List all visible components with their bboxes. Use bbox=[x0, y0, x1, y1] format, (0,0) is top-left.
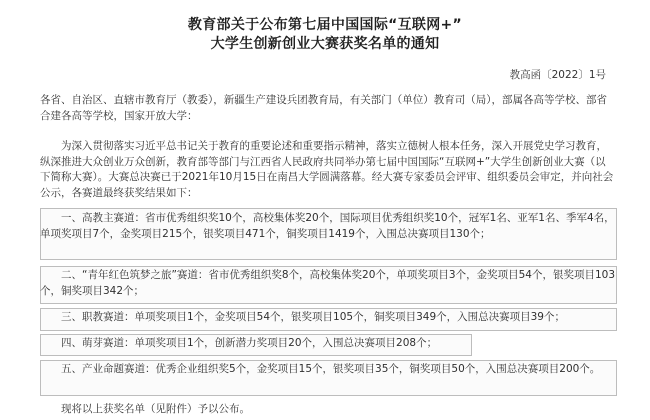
notice-title-line2: 大学生创新创业大赛获奖名单的通知 bbox=[210, 36, 440, 52]
award-item-vocational: 三、职教赛道：单项奖项目1个，金奖项目54个，银奖项目105个，铜奖项目349个，入围总决赛项目39个； bbox=[61, 311, 565, 323]
recipients-paragraph: 各省、自治区、直辖市教育厅（教委），新疆生产建设兵团教育局，有关部门（单位）教育司（局），部属各高等学校、部省合建各高等学校，国家开放大学： bbox=[40, 94, 607, 122]
award-item-industry: 五、产业命题赛道：优秀企业组织奖5个，金奖项目15个，银奖项目35个，铜奖项目50个，入围总决赛项目200个。 bbox=[61, 363, 601, 375]
award-item-red-dream: 二、“青年红色筑梦之旅”赛道：省市优秀组织奖8个，高校集体奖20个，单项奖项目3个，金奖项目54个，银奖项目103个，铜奖项目342个； bbox=[40, 269, 616, 297]
intro-paragraph: 为深入贯彻落实习近平总书记关于教育的重要论述和重要指示精神，落实立德树人根本任务，深入开展党史学习教育，纵深推进大众创业万众创新，教育部等部门与江西省人民政府共同举办第七届中国国际“互联网+”大学生创新创业大赛（以下简称大赛）。大赛总决赛已于2021年10月15日在南昌大学圆满落幕。经大赛专家委员会评审、组织委员会审定，并向社会公示，各赛道最终获奖结果如下： bbox=[40, 140, 614, 199]
award-item-sprout: 四、萌芽赛道：单项奖项目1个，创新潜力奖项目20个，入围总决赛项目208个； bbox=[61, 337, 438, 349]
award-item-higher-education: 一、高教主赛道：省市优秀组织奖10个，高校集体奖20个，国际项目优秀组织奖10个，冠军1名、亚军1名、季军4名，单项奖项目7个，金奖项目215个，银奖项目471个，铜奖项目1419个，入围总决赛项目130个； bbox=[40, 212, 615, 240]
closing-paragraph: 现将以上获奖名单（见附件）予以公布。 bbox=[61, 403, 250, 415]
notice-title-line1: 教育部关于公布第七届中国国际“互联网+” bbox=[187, 17, 463, 33]
document-number: 教高函〔2022〕1号 bbox=[509, 69, 606, 81]
